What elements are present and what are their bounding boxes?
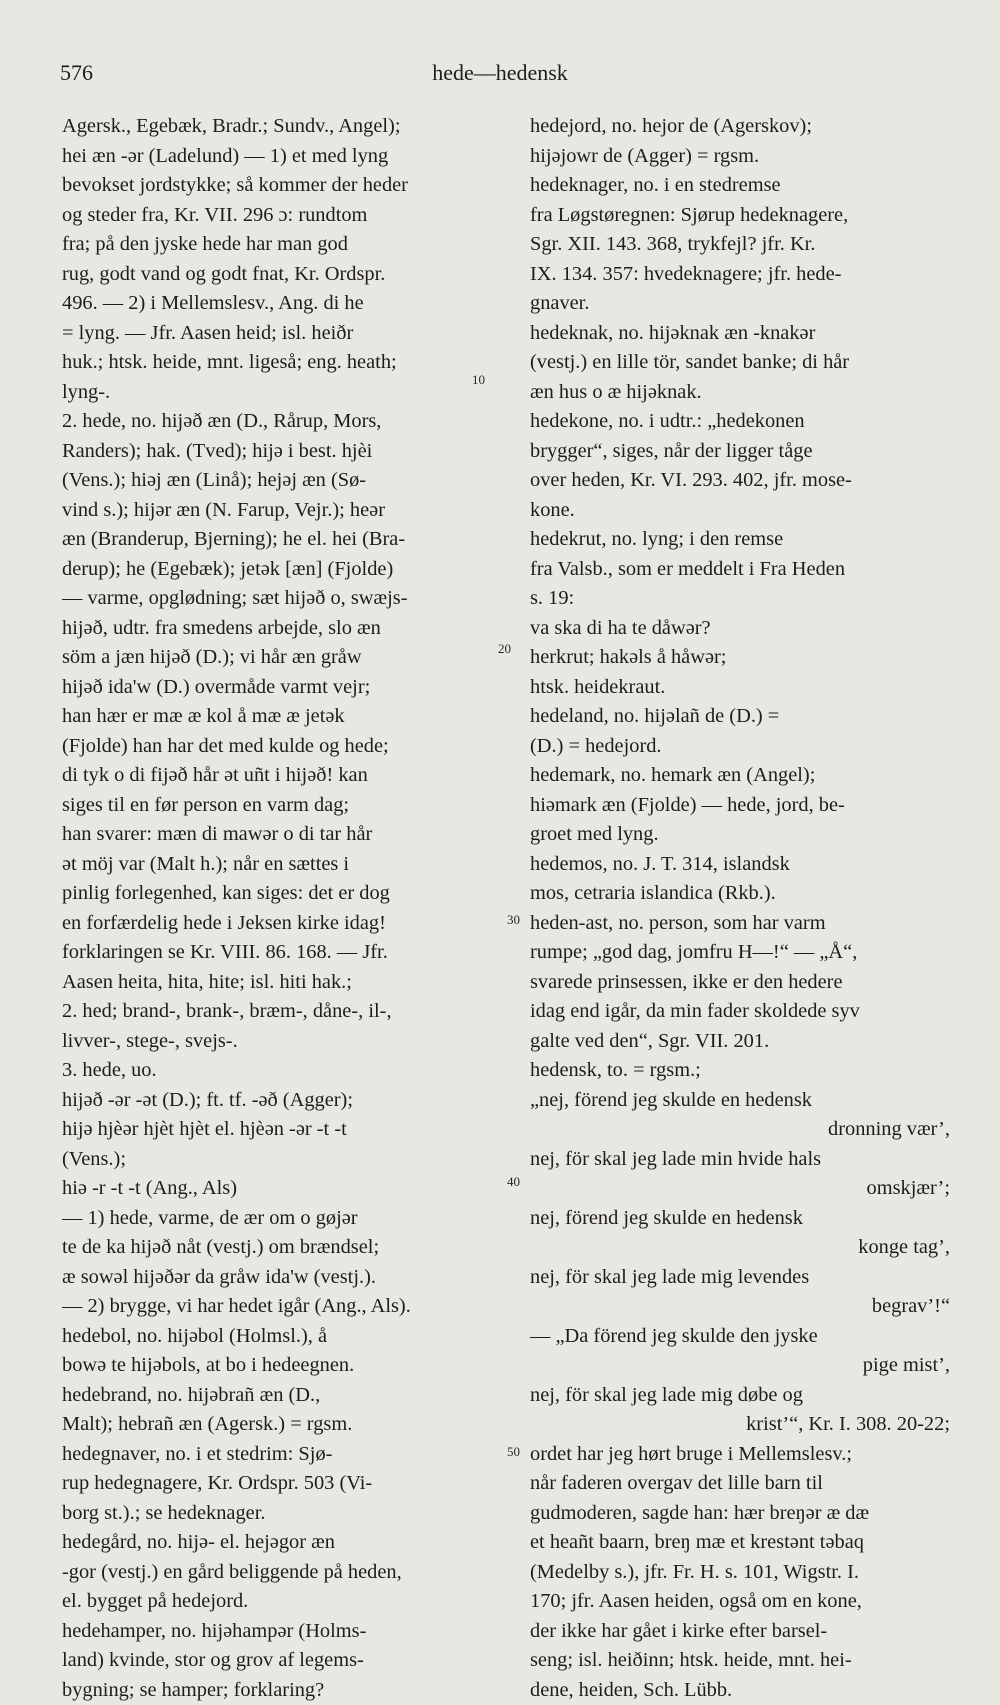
left-column-line: hijə hjèər hjèt hjèt el. hjèən -ər -t -t — [62, 1115, 525, 1145]
page-number: 576 — [60, 60, 93, 86]
right-column-line: nej, förend jeg skulde en hedensk — [530, 1204, 960, 1234]
right-column-line: krist’“, Kr. I. 308. 20-22; — [530, 1410, 960, 1440]
left-column-line: hijəð -ər -ət (D.); ft. tf. -əð (Agger); — [62, 1086, 525, 1116]
left-column-line: bowə te hijəbols, at bo i hedeegnen. — [62, 1351, 525, 1381]
left-column-line: Aasen heita, hita, hite; isl. hiti hak.; — [62, 968, 525, 998]
left-column-line: rup hedegnagere, Kr. Ordspr. 503 (Vi- — [62, 1469, 525, 1499]
right-column-line: hedekone, no. i udtr.: „hedekonen — [530, 407, 960, 437]
right-column-line: konge tag’, — [530, 1233, 960, 1263]
left-column-line: el. bygget på hedejord. — [62, 1587, 525, 1617]
right-column-line: „nej, förend jeg skulde en hedensk — [530, 1086, 960, 1116]
line-number-50: 50 — [507, 1444, 520, 1460]
right-column-line: kone. — [530, 496, 960, 526]
left-column-line: te de ka hijəð nåt (vestj.) om brændsel; — [62, 1233, 525, 1263]
right-column-line: herkrut; hakəls å håwər; — [530, 643, 960, 673]
left-column-line: æn (Branderup, Bjerning); he el. hei (Bra- — [62, 525, 525, 555]
right-column-line: galte ved den“, Sgr. VII. 201. — [530, 1027, 960, 1057]
right-column-line: nej, för skal jeg lade mig levendes — [530, 1263, 960, 1293]
left-column-line: hedebol, no. hijəbol (Holmsl.), å — [62, 1322, 525, 1352]
right-column-line: hiəmark æn (Fjolde) — hede, jord, be- — [530, 791, 960, 821]
right-column-line: ordet har jeg hørt bruge i Mellemslesv.; — [530, 1440, 960, 1470]
right-column-line: hedensk, to. = rgsm.; — [530, 1056, 960, 1086]
page-header — [60, 60, 940, 90]
right-column-line: dronning vær’, — [530, 1115, 960, 1145]
right-column-line: 170; jfr. Aasen heiden, også om en kone, — [530, 1587, 960, 1617]
right-column-line: æn hus o æ hijəknak. — [530, 378, 960, 408]
right-column-line: (D.) = hedejord. — [530, 732, 960, 762]
left-column-line: og steder fra, Kr. VII. 296 ɔ: rundtom — [62, 201, 525, 231]
right-column-line: et heañt baarn, breŋ mæ et krestənt təbaq — [530, 1528, 960, 1558]
running-head: hede—hedensk — [60, 60, 940, 86]
right-column-line: hijəjowr de (Agger) = rgsm. — [530, 142, 960, 172]
right-column-line: s. 19: — [530, 584, 960, 614]
left-column-line: Agersk., Egebæk, Bradr.; Sundv., Angel); — [62, 112, 525, 142]
left-column-line: hedehamper, no. hijəhampər (Holms- — [62, 1617, 525, 1647]
right-column-line: idag end igår, da min fader skoldede syv — [530, 997, 960, 1027]
left-column-line: = lyng. — Jfr. Aasen heid; isl. heiðr — [62, 319, 525, 349]
left-column-line: (Vens.); — [62, 1145, 525, 1175]
right-column-line: dene, heiden, Sch. Lübb. — [530, 1676, 960, 1705]
left-column-line: — varme, opglødning; sæt hijəð o, swæjs- — [62, 584, 525, 614]
left-column-line: en forfærdelig hede i Jeksen kirke idag! — [62, 909, 525, 939]
left-column-line: hedebrand, no. hijəbrañ æn (D., — [62, 1381, 525, 1411]
left-column-line: 3. hede, uo. — [62, 1056, 525, 1086]
left-column-line: han svarer: mæn di mawər o di tar hår — [62, 820, 525, 850]
left-column-line: land) kvinde, stor og grov af legems- — [62, 1646, 525, 1676]
left-column-line: lyng-. — [62, 378, 525, 408]
left-column-line: huk.; htsk. heide, mnt. ligeså; eng. heath; — [62, 348, 525, 378]
right-column-line: over heden, Kr. VI. 293. 402, jfr. mose- — [530, 466, 960, 496]
left-column-line: hei æn -ər (Ladelund) — 1) et med lyng — [62, 142, 525, 172]
right-column-line: hedejord, no. hejor de (Agerskov); — [530, 112, 960, 142]
left-column-line: pinlig forlegenhed, kan siges: det er dog — [62, 879, 525, 909]
left-column — [62, 112, 525, 1705]
right-column-line: gnaver. — [530, 289, 960, 319]
right-column-line: (vestj.) en lille tör, sandet banke; di hår — [530, 348, 960, 378]
left-column-line: hedegård, no. hijə- el. hejəgor æn — [62, 1528, 525, 1558]
line-number-10: 10 — [472, 372, 485, 388]
left-column-line: söm a jæn hijəð (D.); vi hår æn gråw — [62, 643, 525, 673]
left-column-line: bygning; se hamper; forklaring? — [62, 1676, 525, 1705]
left-column-line: Randers); hak. (Tved); hijə i best. hjèi — [62, 437, 525, 467]
left-column-line: bevokset jordstykke; så kommer der heder — [62, 171, 525, 201]
left-column-line: 496. — 2) i Mellemslesv., Ang. di he — [62, 289, 525, 319]
right-column-line: fra Valsb., som er meddelt i Fra Heden — [530, 555, 960, 585]
right-column-line: groet med lyng. — [530, 820, 960, 850]
left-column-line: borg st.).; se hedeknager. — [62, 1499, 525, 1529]
right-column-line: begrav’!“ — [530, 1292, 960, 1322]
right-column-line: seng; isl. heiðinn; htsk. heide, mnt. hei- — [530, 1646, 960, 1676]
left-column-line: vind s.); hijər æn (N. Farup, Vejr.); heər — [62, 496, 525, 526]
left-column-line: Malt); hebrañ æn (Agersk.) = rgsm. — [62, 1410, 525, 1440]
right-column-line: htsk. heidekraut. — [530, 673, 960, 703]
left-column-line: di tyk o di fijəð hår ət uñt i hijəð! kan — [62, 761, 525, 791]
left-column-line: forklaringen se Kr. VIII. 86. 168. — Jfr. — [62, 938, 525, 968]
right-column-line: pige mist’, — [530, 1351, 960, 1381]
right-column-line: rumpe; „god dag, jomfru H—!“ — „Å“, — [530, 938, 960, 968]
right-column-line: hedeknager, no. i en stedremse — [530, 171, 960, 201]
left-column-line: derup); he (Egebæk); jetək [æn] (Fjolde) — [62, 555, 525, 585]
left-column-line: 2. hede, no. hijəð æn (D., Rårup, Mors, — [62, 407, 525, 437]
right-column — [530, 112, 960, 1705]
right-column-line: fra Løgstøregnen: Sjørup hedeknagere, — [530, 201, 960, 231]
left-column-line: hijəð ida'w (D.) overmåde varmt vejr; — [62, 673, 525, 703]
left-column-line: æ sowəl hijəðər da gråw ida'w (vestj.). — [62, 1263, 525, 1293]
right-column-line: nej, för skal jeg lade mig døbe og — [530, 1381, 960, 1411]
left-column-line: 2. hed; brand-, brank-, bræm-, dåne-, il-, — [62, 997, 525, 1027]
left-column-line: ət möj var (Malt h.); når en sættes i — [62, 850, 525, 880]
right-column-line: omskjær’; — [530, 1174, 960, 1204]
right-column-line: hedekrut, no. lyng; i den remse — [530, 525, 960, 555]
right-column-line: Sgr. XII. 143. 368, trykfejl? jfr. Kr. — [530, 230, 960, 260]
right-column-line: va ska di ha te dåwər? — [530, 614, 960, 644]
line-number-20: 20 — [498, 641, 511, 657]
line-number-40: 40 — [507, 1174, 520, 1190]
line-number-30: 30 — [507, 912, 520, 928]
left-column-line: (Vens.); hiəj æn (Linå); hejəj æn (Sø- — [62, 466, 525, 496]
right-column-line: — „Da förend jeg skulde den jyske — [530, 1322, 960, 1352]
left-column-line: fra; på den jyske hede har man god — [62, 230, 525, 260]
left-column-line: hiə -r -t -t (Ang., Als) — [62, 1174, 525, 1204]
left-column-line: rug, godt vand og godt fnat, Kr. Ordspr. — [62, 260, 525, 290]
right-column-line: nej, för skal jeg lade min hvide hals — [530, 1145, 960, 1175]
right-column-line: (Medelby s.), jfr. Fr. H. s. 101, Wigstr. I. — [530, 1558, 960, 1588]
right-column-line: svarede prinsessen, ikke er den hedere — [530, 968, 960, 998]
left-column-line: — 1) hede, varme, de ær om o gøjər — [62, 1204, 525, 1234]
left-column-line: livver-, stege-, svejs-. — [62, 1027, 525, 1057]
right-column-line: gudmoderen, sagde han: hær breŋər æ dæ — [530, 1499, 960, 1529]
left-column-line: -gor (vestj.) en gård beliggende på heden, — [62, 1558, 525, 1588]
right-column-line: når faderen overgav det lille barn til — [530, 1469, 960, 1499]
left-column-line: han hær er mæ æ kol å mæ æ jetək — [62, 702, 525, 732]
right-column-line: hedemos, no. J. T. 314, islandsk — [530, 850, 960, 880]
right-column-line: hedeknak, no. hijəknak æn -knakər — [530, 319, 960, 349]
left-column-line: hijəð, udtr. fra smedens arbejde, slo æn — [62, 614, 525, 644]
right-column-line: der ikke har gået i kirke efter barsel- — [530, 1617, 960, 1647]
right-column-line: mos, cetraria islandica (Rkb.). — [530, 879, 960, 909]
right-column-line: IX. 134. 357: hvedeknagere; jfr. hede- — [530, 260, 960, 290]
left-column-line: hedegnaver, no. i et stedrim: Sjø- — [62, 1440, 525, 1470]
left-column-line: — 2) brygge, vi har hedet igår (Ang., Als). — [62, 1292, 525, 1322]
left-column-line: (Fjolde) han har det med kulde og hede; — [62, 732, 525, 762]
left-column-line: siges til en før person en varm dag; — [62, 791, 525, 821]
right-column-line: hedeland, no. hijəlañ de (D.) = — [530, 702, 960, 732]
right-column-line: heden-ast, no. person, som har varm — [530, 909, 960, 939]
right-column-line: brygger“, siges, når der ligger tåge — [530, 437, 960, 467]
right-column-line: hedemark, no. hemark æn (Angel); — [530, 761, 960, 791]
